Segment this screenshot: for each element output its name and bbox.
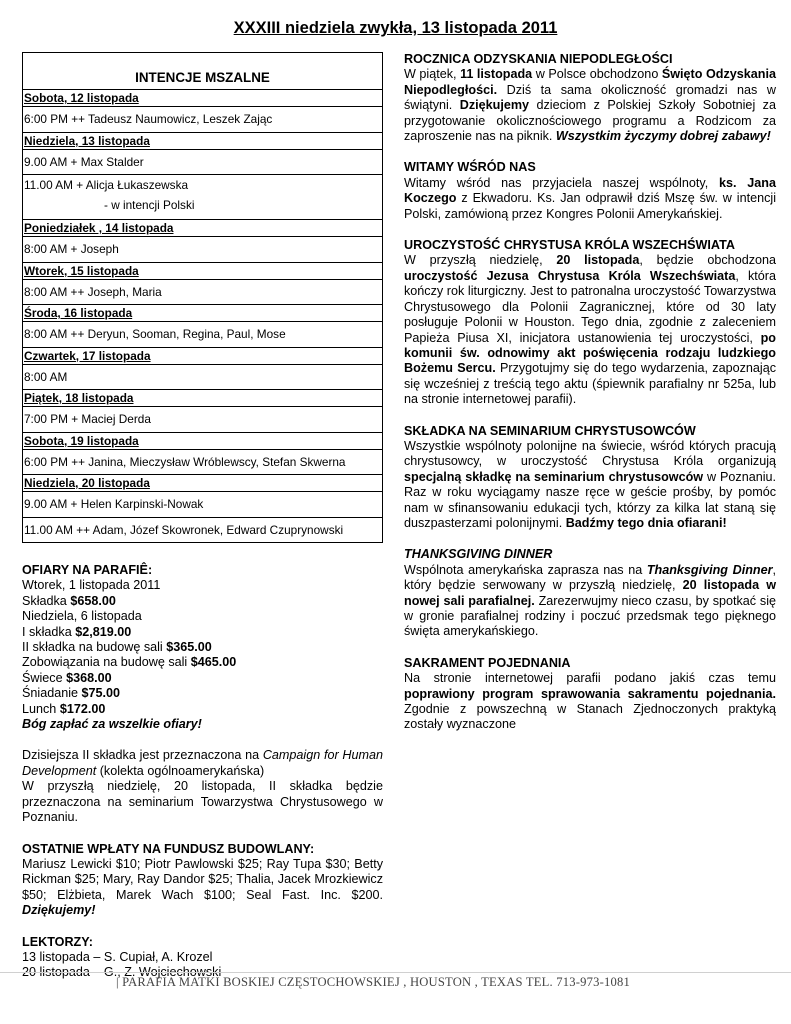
mass-intention-row: 8:00 AM ++ Deryun, Sooman, Regina, Paul, Mose [23, 322, 382, 348]
lectors-line: 20 listopada – G., Z. Wojciechowski [22, 965, 222, 980]
lectors-section [22, 935, 383, 981]
mass-intention-text: 11.00 AM + Alicja Łukaszewska [24, 178, 189, 192]
mass-intention-row: 8:00 AM [23, 365, 382, 391]
page-title: XXXIII niedziela zwykła, 13 listopada 2011 [233, 19, 558, 37]
independence-heading: ROCZNICA ODZYSKANIA NIEPODLEGŁOŚCI [404, 52, 673, 66]
welcome-section [404, 160, 776, 222]
seminary-heading: SKŁADKA NA SEMINARIUM CHRYSTUSOWCÓW [404, 423, 696, 438]
thanksgiving-heading: THANKSGIVING DINNER [404, 547, 553, 562]
collection-text: Dzisiejsza II składka jest przeznaczona na Campaign for Human Development (kolekta ogólnoamerykańska) [22, 748, 383, 778]
mass-day-row: Niedziela, 20 listopada [23, 475, 382, 492]
offerings-line: Wtorek, 1 listopada 2011 [22, 578, 161, 593]
mass-intention-row [23, 175, 382, 220]
offerings-thanks: Bóg zapłać za wszelkie ofiary! [22, 717, 202, 732]
offerings-line: Zobowiązania na budowę sali $465.00 [22, 655, 237, 670]
collection-text: W przyszłą niedzielę, 20 listopada, II składka będzie przeznaczona na seminarium Towarzystwa Chrystusowego w Poznaniu. [22, 779, 383, 825]
mass-intentions-rows [23, 90, 382, 542]
welcome-heading: WITAMY WŚRÓD NAS [404, 160, 536, 175]
offerings-line: Świece $368.00 [22, 670, 112, 685]
offerings-heading: OFIARY NA PARAFIÊ: [22, 563, 153, 577]
building-fund-text: Mariusz Lewicki $10; Piotr Pawlowski $25; Ray Tupa $30; Betty Rickman $25; Mary, Ray Dandor $25; Thalia, Jacek Mrozkiewicz $50; Elżbieta, Marek Wach $100; Seal Fast. Inc. $200. Dziękujemy! [22, 856, 383, 918]
mass-intention-row: 9.00 AM + Helen Karpinski-Nowak [23, 492, 382, 518]
mass-day-row: Sobota, 19 listopada [23, 433, 382, 450]
mass-day-row: Piątek, 18 listopada [23, 390, 382, 407]
seminary-text: Wszystkie wspólnoty polonijne na świecie, wśród których pracują chrystusowcy, w uroczystość Chrystusa Króla organizują specjalną składkę na seminarium chrystusowców w Poznaniu. Raz w roku wyciągamy nasze ręce w geście prośby, by pomóc nam w sfinansowaniu edukacji tych, którzy za kilka lat staną się duszpasterzami polonijnymi. Badźmy tego dnia ofiarani! [404, 438, 777, 530]
offerings-line: Lunch $172.00 [22, 701, 106, 716]
confession-section [404, 656, 776, 733]
independence-section [404, 52, 776, 144]
lectors-line: 13 listopada – S. Cupiał, A. Krozel [22, 949, 213, 964]
offerings-line: Śniadanie $75.00 [22, 686, 121, 701]
welcome-text: Witamy wśród nas przyjaciela naszej wspólnoty, ks. Jana Koczego z Ekwadoru. Ks. Jan odprawił dziś Mszę św. w intencji Polski, zamówioną przez Kongres Polonii Amerykańskiej. [404, 175, 776, 221]
mass-intention-row: 6:00 PM ++ Tadeusz Naumowicz, Leszek Zając [23, 107, 382, 133]
footer-text: | PARAFIA MATKI BOSKIEJ CZĘSTOCHOWSKIEJ , HOUSTON , TEXAS TEL. 713-973-1081 [116, 975, 630, 989]
mass-day-row: Środa, 16 listopada [23, 305, 382, 322]
mass-intentions-heading: INTENCJE MSZALNE [23, 53, 382, 90]
mass-day-row: Sobota, 12 listopada [23, 90, 382, 107]
thanksgiving-section [404, 547, 776, 639]
mass-intention-row: 11.00 AM ++ Adam, Józef Skowronek, Edward Czuprynowski [24, 522, 344, 537]
lectors-heading: LEKTORZY: [22, 934, 93, 949]
footer-rule [0, 972, 791, 973]
offerings-section [22, 563, 383, 732]
confession-text: Na stronie internetowej parafii podano jakiś czas temu poprawiony program sprawowania sakramentu pojednania. Zgodnie z powszechną w Stanach Zjednoczonych praktyką zostały wyznaczone [404, 671, 776, 732]
christ-king-text: W przyszłą niedzielę, 20 listopada, będzie obchodzona uroczystość Jezusa Chrystusa Króla Wszechświata, która kończy rok liturgiczny. Jest to patronalna uroczystość Towarzystwa Chrystusowego dla Polonii Zagranicznej, które od 30 laty posługuje Polonii w Houston. Tego dnia, zgodnie z zaleceniem Papieża Piusa XI, inicjatora ustanowienia tej uroczystości, po komunii św. odnowimy akt poświęcenia rodzaju ludzkiego Bożemu Sercu. Przygotujmy się do tego wydarzenia, zapoznając się wcześniej z treścią tego aktu (śpiewnik parafialny nr 525a, lub na stronie internetowej parafii). [404, 253, 777, 407]
christ-king-heading: UROCZYSTOŚĆ CHRYSTUSA KRÓLA WSZECHŚWIATA [404, 238, 735, 253]
independence-text: W piątek, 11 listopada w Polsce obchodzono Święto Odzyskania Niepodległości. Dziś ta sama okoliczność gromadzi nas w świątyni. Dziękujemy dzieciom z Polskiej Szkoły Sobotniej za przygotowanie okolicznościowego programu a Rodzicom za zaproszenie nas na piknik. Wszystkim życzymy dobrej zabawy! [404, 67, 776, 144]
offerings-line: Niedziela, 6 listopada [22, 609, 142, 624]
mass-intention-row: 6:00 PM ++ Janina, Mieczysław Wróblewscy, Stefan Skwerna [23, 450, 382, 476]
mass-intention-row: 8:00 AM + Joseph [23, 237, 382, 263]
mass-intention-row: 9.00 AM + Max Stalder [23, 150, 382, 176]
mass-day-row: Wtorek, 15 listopada [23, 263, 382, 280]
building-fund-section [22, 842, 383, 919]
christ-king-section [404, 238, 776, 407]
offerings-line: II składka na budowę sali $365.00 [22, 640, 212, 655]
confession-heading: SAKRAMENT POJEDNANIA [404, 655, 571, 670]
mass-intentions-table [22, 52, 383, 543]
offerings-line: I składka $2,819.00 [22, 624, 132, 639]
seminary-section [404, 424, 776, 532]
mass-day-row: Niedziela, 13 listopada [23, 133, 382, 150]
building-fund-heading: OSTATNIE WPŁATY NA FUNDUSZ BUDOWLANY: [22, 841, 315, 856]
mass-intention-note: - w intencji Polski [104, 198, 195, 212]
mass-intention-row: 7:00 PM + Maciej Derda [23, 407, 382, 433]
thanksgiving-text: Wspólnota amerykańska zaprasza nas na Thanksgiving Dinner, który będzie serwowany w przyszłą niedzielę, 20 listopada w nowej sali parafialnej. Zarezerwujmy nieco czasu, by spotkać się w gronie parafialnej rodziny i poczuć przedsmak tego pięknego święta amerykańskiego. [404, 562, 776, 639]
mass-day-row: Poniedziałek , 14 listopada [23, 220, 382, 237]
left-column [22, 52, 383, 981]
mass-intention-row: 8:00 AM ++ Joseph, Maria [23, 280, 382, 306]
right-column [404, 52, 776, 733]
offerings-line: Składka $658.00 [22, 593, 116, 608]
collection-section [22, 748, 383, 825]
mass-day-row: Czwartek, 17 listopada [23, 348, 382, 365]
